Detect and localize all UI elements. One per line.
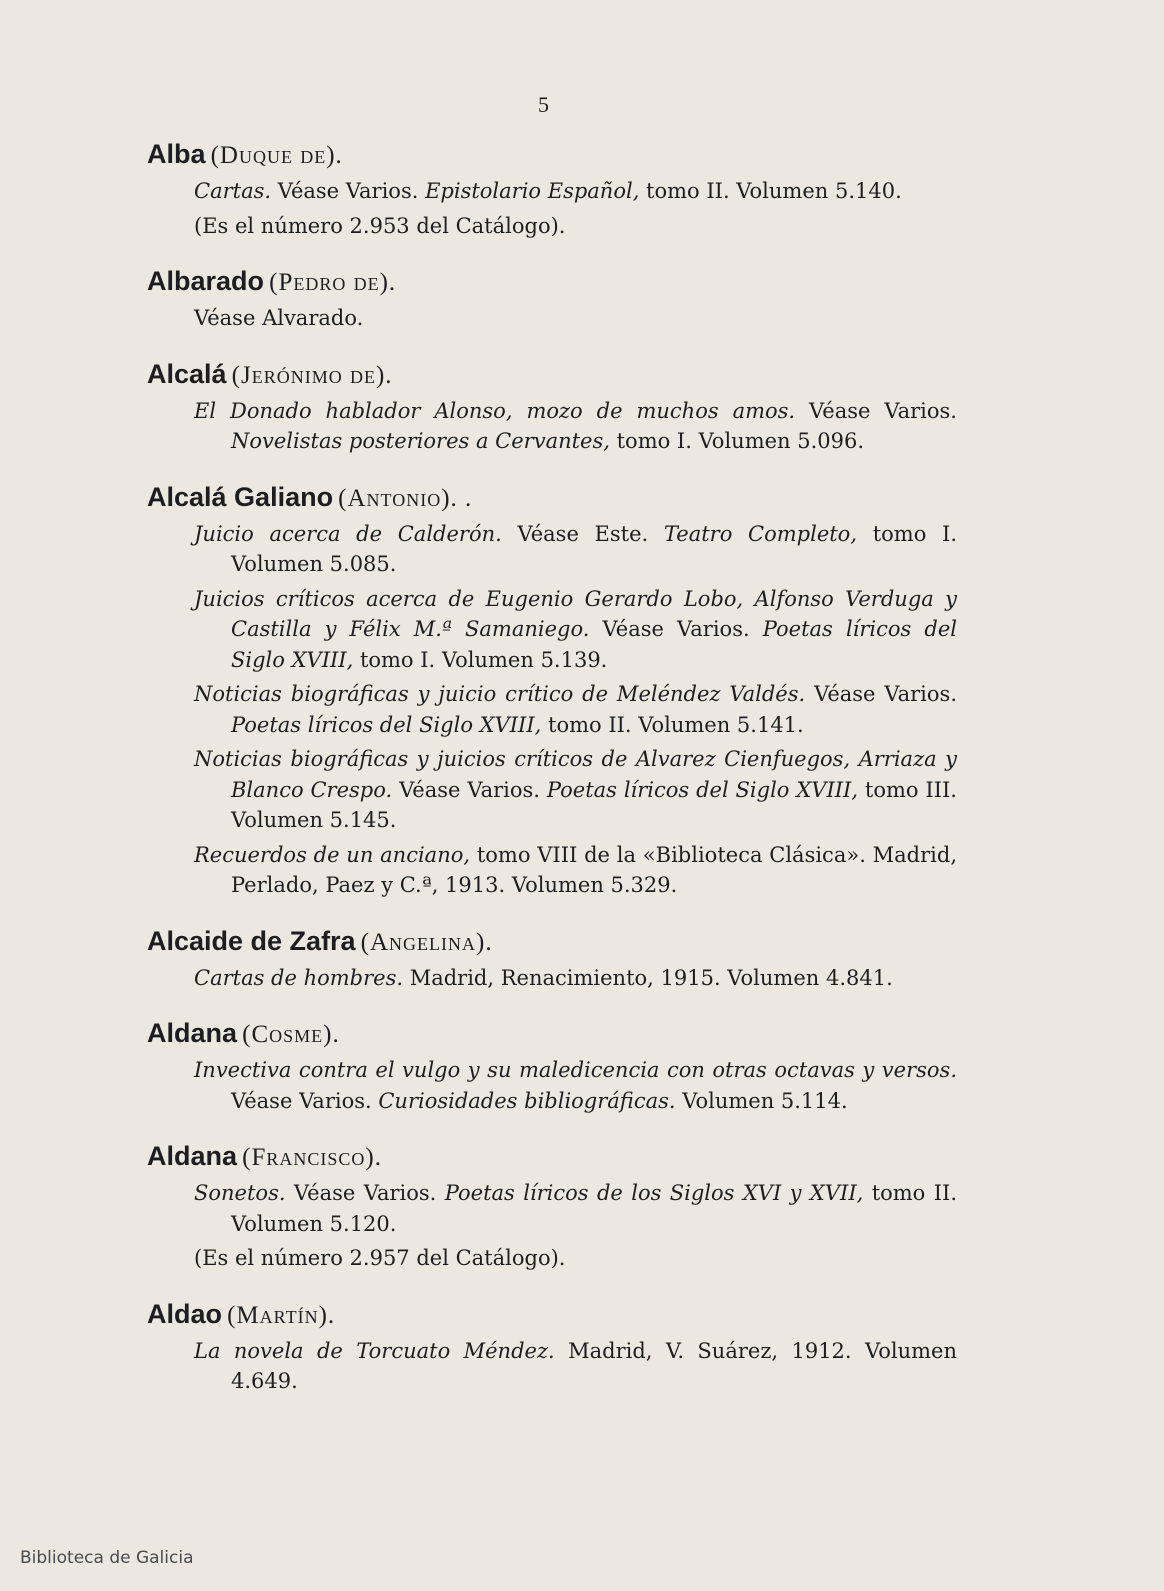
work-reference: Madrid, V. Suárez, 1912. Volumen 4.649. xyxy=(231,1338,957,1393)
volume-info: tomo II. Volumen 5.140. xyxy=(639,179,902,203)
work-line xyxy=(194,519,957,580)
work-title: Recuerdos de un anciano, xyxy=(194,842,471,867)
author-surname: Albarado xyxy=(147,266,265,296)
entry-heading xyxy=(147,923,957,959)
collection-title: Curiosidades bibliográficas. xyxy=(378,1088,676,1113)
author-surname: Alcaide de Zafra xyxy=(147,925,356,956)
entry-heading xyxy=(147,356,957,392)
volume-info: tomo III. Volumen 5.145. xyxy=(231,777,957,832)
volume-info: tomo II. Volumen 5.141. xyxy=(541,712,804,737)
work-line xyxy=(194,211,957,242)
author-surname: Alcalá Galiano xyxy=(147,481,334,512)
work-line xyxy=(194,963,957,994)
catalog-entry xyxy=(147,1138,957,1274)
author-surname: Alba xyxy=(147,139,206,169)
work-reference: Véase Varios. xyxy=(271,179,426,203)
collection-title: Poetas líricos del Siglo XVIII, xyxy=(231,617,957,672)
work-line xyxy=(194,303,957,334)
volume-info: tomo II. Volumen 5.120. xyxy=(231,1181,957,1236)
work-title: La novela de Torcuato Méndez. xyxy=(194,1338,555,1363)
catalog-entry xyxy=(147,136,957,241)
work-title: Invectiva contra el vulgo y su maledicencia con otras octavas y versos. xyxy=(194,1058,957,1082)
work-line xyxy=(194,679,957,740)
author-surname: Alcalá xyxy=(147,358,227,389)
entry-heading xyxy=(147,136,957,172)
work-reference: Véase Varios. xyxy=(285,1181,445,1205)
entry-heading xyxy=(147,1138,957,1174)
work-reference: Véase Varios. xyxy=(392,777,547,802)
catalog-entry xyxy=(147,479,957,901)
work-note: (Es el número 2.957 del Catálogo). xyxy=(194,1246,566,1270)
work-line xyxy=(194,744,957,836)
collection-title: Novelistas posteriores a Cervantes, xyxy=(231,429,610,453)
author-surname: Aldao xyxy=(147,1298,223,1329)
work-title: Sonetos. xyxy=(194,1181,286,1205)
work-reference: Véase Varios. xyxy=(795,398,957,423)
work-title: Cartas de hombres. xyxy=(194,965,404,990)
catalog-entries xyxy=(147,136,957,1419)
work-reference: Véase Este. xyxy=(501,521,664,546)
collection-title: Epistolario Español, xyxy=(425,179,640,203)
page-number: 5 xyxy=(538,92,549,117)
volume-info: Volumen 5.114. xyxy=(675,1088,848,1113)
author-surname: Aldana xyxy=(147,1141,238,1171)
collection-title: Poetas líricos de los Siglos XVI y XVII, xyxy=(444,1181,864,1205)
work-title: Juicios críticos acerca de Eugenio Gerardo Lobo, Alfonso Verduga y Castilla y Félix M.ª Samaniego. xyxy=(194,586,957,641)
work-line xyxy=(194,840,957,901)
work-reference: Madrid, Renacimiento, 1915. Volumen 4.841. xyxy=(403,965,893,990)
entry-heading xyxy=(147,1296,957,1332)
work-title: Noticias biográficas y juicio crítico de Meléndez Valdés. xyxy=(194,682,806,706)
work-title: El Donado hablador Alonso, mozo de muchos amos. xyxy=(194,398,796,423)
work-title: Noticias biográficas y juicios críticos de Alvarez Cienfuegos, Arriaza y Blanco Crespo. xyxy=(194,747,957,802)
author-given-name: (Cosme). xyxy=(242,1021,340,1048)
author-given-name: (Duque de). xyxy=(210,142,343,169)
entry-heading xyxy=(147,263,957,299)
work-note: Véase Alvarado. xyxy=(194,306,364,330)
entry-heading xyxy=(147,1015,957,1051)
collection-title: Poetas líricos del Siglo XVIII, xyxy=(546,777,859,802)
work-line xyxy=(194,176,957,207)
author-surname: Aldana xyxy=(147,1018,238,1048)
work-reference: Véase Varios. xyxy=(589,617,763,641)
author-given-name: (Martín). xyxy=(227,1301,336,1329)
volume-info: tomo I. Volumen 5.096. xyxy=(609,429,865,453)
volume-info: tomo I. Volumen 5.085. xyxy=(231,521,957,576)
collection-title: Teatro Completo, xyxy=(663,521,858,546)
author-given-name: (Francisco). xyxy=(242,1144,382,1171)
catalog-entry xyxy=(147,1296,957,1397)
catalog-entry xyxy=(147,1015,957,1116)
collection-title: Poetas líricos del Siglo XVIII, xyxy=(231,712,542,737)
work-line xyxy=(194,1178,957,1239)
author-given-name: (Angelina). xyxy=(360,928,493,956)
volume-info: tomo I. Volumen 5.139. xyxy=(353,647,608,672)
library-watermark: Biblioteca de Galicia xyxy=(20,1548,194,1568)
work-reference: Véase Varios. xyxy=(805,682,957,706)
work-line xyxy=(194,396,957,457)
author-given-name: (Pedro de). xyxy=(269,269,397,296)
entry-heading xyxy=(147,479,957,515)
work-reference: Véase Varios. xyxy=(231,1088,379,1113)
work-reference: tomo VIII de la «Biblioteca Clásica». Madrid, Perlado, Paez y C.ª, 1913. Volumen 5.329. xyxy=(231,842,957,897)
work-title: Cartas. xyxy=(194,179,272,203)
author-given-name: (Jerónimo de). xyxy=(231,361,393,389)
work-line xyxy=(194,584,957,676)
work-note: (Es el número 2.953 del Catálogo). xyxy=(194,213,566,238)
author-given-name: (Antonio). . xyxy=(338,484,473,512)
work-line xyxy=(194,1055,957,1116)
catalog-entry xyxy=(147,263,957,334)
work-line xyxy=(194,1336,957,1397)
catalog-entry xyxy=(147,923,957,994)
catalog-entry xyxy=(147,356,957,457)
work-title: Juicio acerca de Calderón. xyxy=(194,521,502,546)
work-line xyxy=(194,1243,957,1274)
